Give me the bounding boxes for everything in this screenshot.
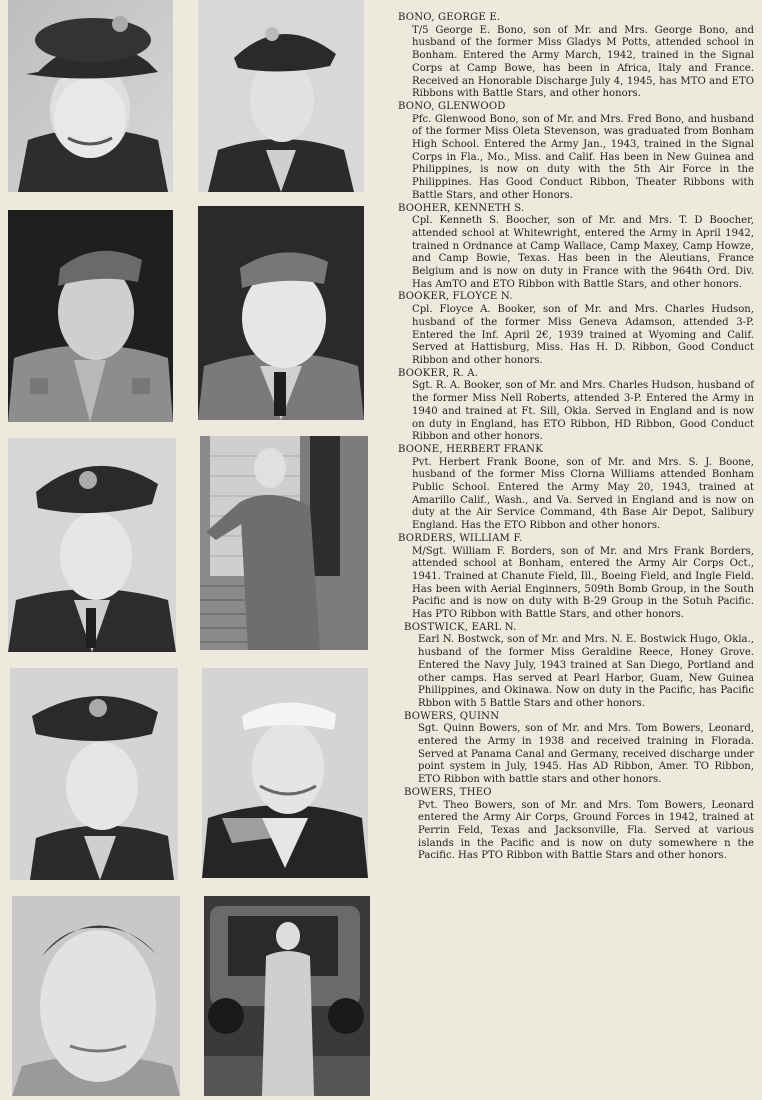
portrait-photo bbox=[10, 668, 178, 880]
portrait-bare-head-icon bbox=[12, 896, 180, 1096]
biography-entry bbox=[398, 203, 754, 292]
entry-name: BOOKER, FLOYCE N. bbox=[398, 291, 513, 303]
biography-entry bbox=[398, 101, 754, 203]
entry-name: BOWERS, THEO bbox=[404, 786, 492, 798]
portrait-photo bbox=[202, 668, 368, 878]
portrait-standing-brick-wall-icon bbox=[200, 436, 368, 650]
portrait-garrison-cap-icon bbox=[8, 210, 173, 422]
portrait-photo bbox=[200, 436, 368, 650]
entry-body: Cpl. Kenneth S. Boocher, son of Mr. and Mrs. T. D Boocher, attended school at Whitewright, entered the Army in April 1942, trained n Ordnance at Camp Wallace, Camp Maxey, Camp Howze, and Camp Bowie, Texas. Has been in the Aleutians, France Belgium and is now on duty in France with the 964th Ord. Div. Has AmTO and ETO Ribbon with Battle Stars, and other honors. bbox=[412, 215, 754, 290]
entry-name: BORDERS, WILLIAM F. bbox=[398, 532, 523, 544]
biography-entry bbox=[404, 711, 754, 787]
portrait-truck-icon bbox=[204, 896, 370, 1096]
portrait-photo bbox=[12, 896, 180, 1096]
entry-body: Pfc. Glenwood Bono, son of Mr. and Mrs. Fred Bono, and husband of the former Miss Oleta Stevenson, was graduated from Bonham High School. Entered the Army Jan., 1943, trained in the Signal Corps in Fla., Mo., Miss. and Calif. Has been in New Guinea and Philippines, is now on duty with the 5th Air Force in the Philippines. Has Good Conduct Ribbon, Theater Ribbons with Battle Stars, and other Honors. bbox=[412, 113, 754, 201]
entry-body: Pvt. Herbert Frank Boone, son of Mr. and Mrs. S. J. Boone, husband of the former Miss Clorna Williams attended Bonham Public School. Entered the Army May 20, 1943, trained at Amarillo Calif., Wash., and Va. Served in England and is now on duty at the Air Service Command, 4th Base Air Depot, Salibury England. Has the ETO Ribbon and other honors. bbox=[412, 456, 754, 532]
biography-entry bbox=[398, 444, 754, 533]
portrait-photo bbox=[8, 210, 173, 422]
portrait-cap-icon bbox=[10, 668, 178, 880]
entry-body: Sgt. R. A. Booker, son of Mr. and Mrs. Charles Hudson, husband of the former Miss Nell Roberts, attended 3-P. Entered the Army in 1940 and trained at Ft. Sill, Okla. Served in England and is now on duty in England, has ETO Ribbon, HD Ribbon, Good Conduct Ribbon and other honors. bbox=[412, 380, 755, 443]
portrait-photo bbox=[198, 206, 364, 420]
entry-body: Earl N. Bostwck, son of Mr. and Mrs. N. E. Bostwick Hugo, Okla., husband of the former Miss Geraldine Reece, Honey Grove. Entered the Navy July, 1943 trained at San Diego, Portland and other camps. Has served at Pearl Harbor, Guam, New Guinea Philippines, and Okinawa. Now on duty in the Pacific, has Pacific Rbbon with 5 Battle Stars and other honors. bbox=[418, 634, 754, 709]
portrait-cap-icon bbox=[8, 438, 176, 652]
entry-name: BOOKER, R. A. bbox=[398, 367, 479, 379]
portrait-cap-icon bbox=[198, 0, 364, 192]
portrait-cap-icon bbox=[8, 0, 173, 192]
entry-body: Sgt. Quinn Bowers, son of Mr. and Mrs. Tom Bowers, Leonard, entered the Army in 1938 and received training in Florada. Served at Panama Canal and Germany, received discharge under point system in July, 1945. Has AD Ribbon, Amer. TO Ribbon, ETO Ribbon with battle stars and other honors. bbox=[418, 723, 754, 786]
biography-entry bbox=[398, 291, 754, 367]
biography-entry bbox=[404, 787, 754, 863]
photo-grid bbox=[0, 0, 380, 1100]
biography-entry bbox=[398, 368, 754, 444]
biography-entry bbox=[398, 533, 754, 622]
portrait-sailor-icon bbox=[202, 668, 368, 878]
portrait-photo bbox=[198, 0, 364, 192]
biography-entry bbox=[404, 622, 754, 711]
entry-name: BONO, GEORGE E. bbox=[398, 12, 501, 23]
portrait-photo bbox=[8, 0, 173, 192]
biography-entry bbox=[398, 12, 754, 101]
entry-body: M/Sgt. William F. Borders, son of Mr. and Mrs Frank Borders, attended school at Bonham, entered the Army Air Corps Oct., 1941. Trained at Chanute Field, Ill., Boeing Field, and Ingle Field. Has been with Aerial Enginners, 509th Bomb Group, in the South Pacific and is now on duty with B-29 Group in the Sotuh Pacific. Has PTO Ribbon with Battle Stars, and other honors. bbox=[412, 545, 754, 621]
entry-body: Pvt. Theo Bowers, son of Mr. and Mrs. Tom Bowers, Leonard entered the Army Air Corps, Ground Forces in 1942, trained at Perrin Feld, Texas and Jacksonville, Fla. Served at various islands in the Pacific and is now on duty somewhere n the Pacific. Has PTO Ribbon with Battle Stars and other honors. bbox=[418, 799, 754, 862]
entry-name: BONO, GLENWOOD bbox=[398, 100, 506, 112]
portrait-photo bbox=[204, 896, 370, 1096]
entry-body: Cpl. Floyce A. Booker, son of Mr. and Mrs. Charles Hudson, husband of the former Miss Geneva Adamson, attended 3-P. Entered the Inf. April 2€, 1939 trained at Wyoming and Calif. Served at Hattisburg, Miss. Has H. D. Ribbon, Good Conduct Ribbon and other honors. bbox=[412, 304, 754, 366]
entry-name: BOWERS, QUINN bbox=[404, 710, 500, 722]
entry-name: BOONE, HERBERT FRANK bbox=[398, 443, 543, 455]
entry-name: BOSTWICK, EARL N. bbox=[404, 621, 517, 633]
entry-body: T/5 George E. Bono, son of Mr. and Mrs. George Bono, and husband of the former Miss Gladys M Potts, attended school in Bonham. Entered the Army March, 1942, trained in the Signal Corps at Camp Bowe, has been in Africa, Italy and France. Received an Honorable Discharge July 4, 1945, has MTO and ETO Ribbons with Battle Stars, and other honors. bbox=[412, 24, 754, 100]
portrait-photo bbox=[8, 438, 176, 652]
entry-name: BOOHER, KENNETH S. bbox=[398, 202, 525, 214]
biography-column bbox=[398, 12, 754, 863]
portrait-garrison-cap-icon bbox=[198, 206, 364, 420]
